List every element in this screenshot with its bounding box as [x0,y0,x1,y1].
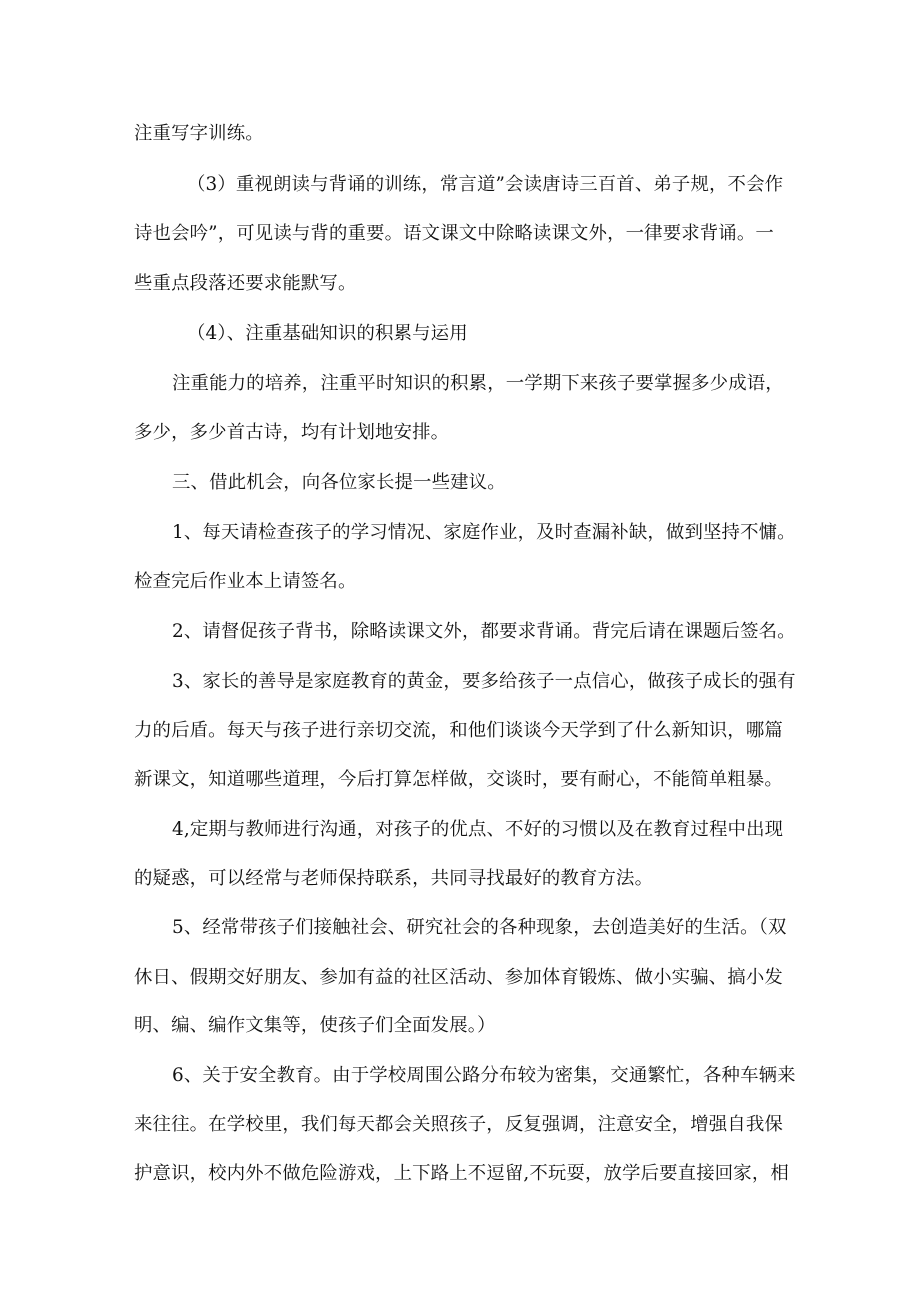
text-line: 护意识，校内外不做危险游戏，上下路上不逗留,不玩耍，放学后要直接回家，相 [134,1163,789,1184]
text-line: 的疑惑，可以经常与老师保持联系，共同寻找最好的教育方法。 [134,868,654,889]
text-line: 1、每天请检查孩子的学习情况、家庭作业，及时查漏补缺，做到坚持不慵。 [172,522,796,543]
text-line: 来往往。在学校里，我们每天都会关照孩子，反复强调，注意安全，增强自我保 [134,1114,783,1135]
text-line: 明、编、编作文集等，使孩子们全面发展。） [134,1015,496,1036]
text-line: 注重能力的培养，注重平时知识的积累，一学期下来孩子要掌握多少成语， [172,373,784,394]
text-line: 诗也会吟”，可见读与背的重要。语文课文中除略读课文外，一律要求背诵。一 [134,223,774,244]
text-line: （4）、注重基础知识的积累与运用 [187,323,468,344]
text-line: 4,定期与教师进行沟通，对孩子的优点、不好的习惯以及在教育过程中出现 [172,819,784,840]
text-line: 5、经常带孩子们接触社会、研究社会的各种现象，去创造美好的生活。（双 [172,917,787,938]
text-line: 多少，多少首古诗，均有计划地安排。 [134,422,450,443]
text-line: 注重写字训练。 [134,123,264,144]
text-line: （3）重视朗读与背诵的训练，常言道”会读唐诗三百首、弟子规，不会作 [187,174,784,195]
section-heading: 三、借此机会，向各位家长提一些建议。 [172,472,506,493]
text-line: 新课文，知道哪些道理，今后打算怎样做，交谈时，要有耐心，不能简单粗暴。 [134,769,783,790]
text-line: 3、家长的善导是家庭教育的黄金，要多给孩子一点信心，做孩子成长的强有 [172,671,796,692]
text-line: 6、关于安全教育。由于学校周围公路分布较为密集，交通繁忙，各种车辆来 [172,1065,796,1086]
text-line: 些重点段落还要求能默写。 [134,273,357,294]
text-line: 休日、假期交好朋友、参加有益的社区活动、参加体育锻炼、做小实骗、搞小发 [134,967,783,988]
text-line: 检查完后作业本上请签名。 [134,571,357,592]
text-line: 力的后盾。每天与孩子进行亲切交流，和他们谈谈今天学到了什么新知识，哪篇 [134,720,783,741]
text-line: 2、请督促孩子背书，除略读课文外，都要求背诵。背完后请在课题后签名。 [172,621,796,642]
